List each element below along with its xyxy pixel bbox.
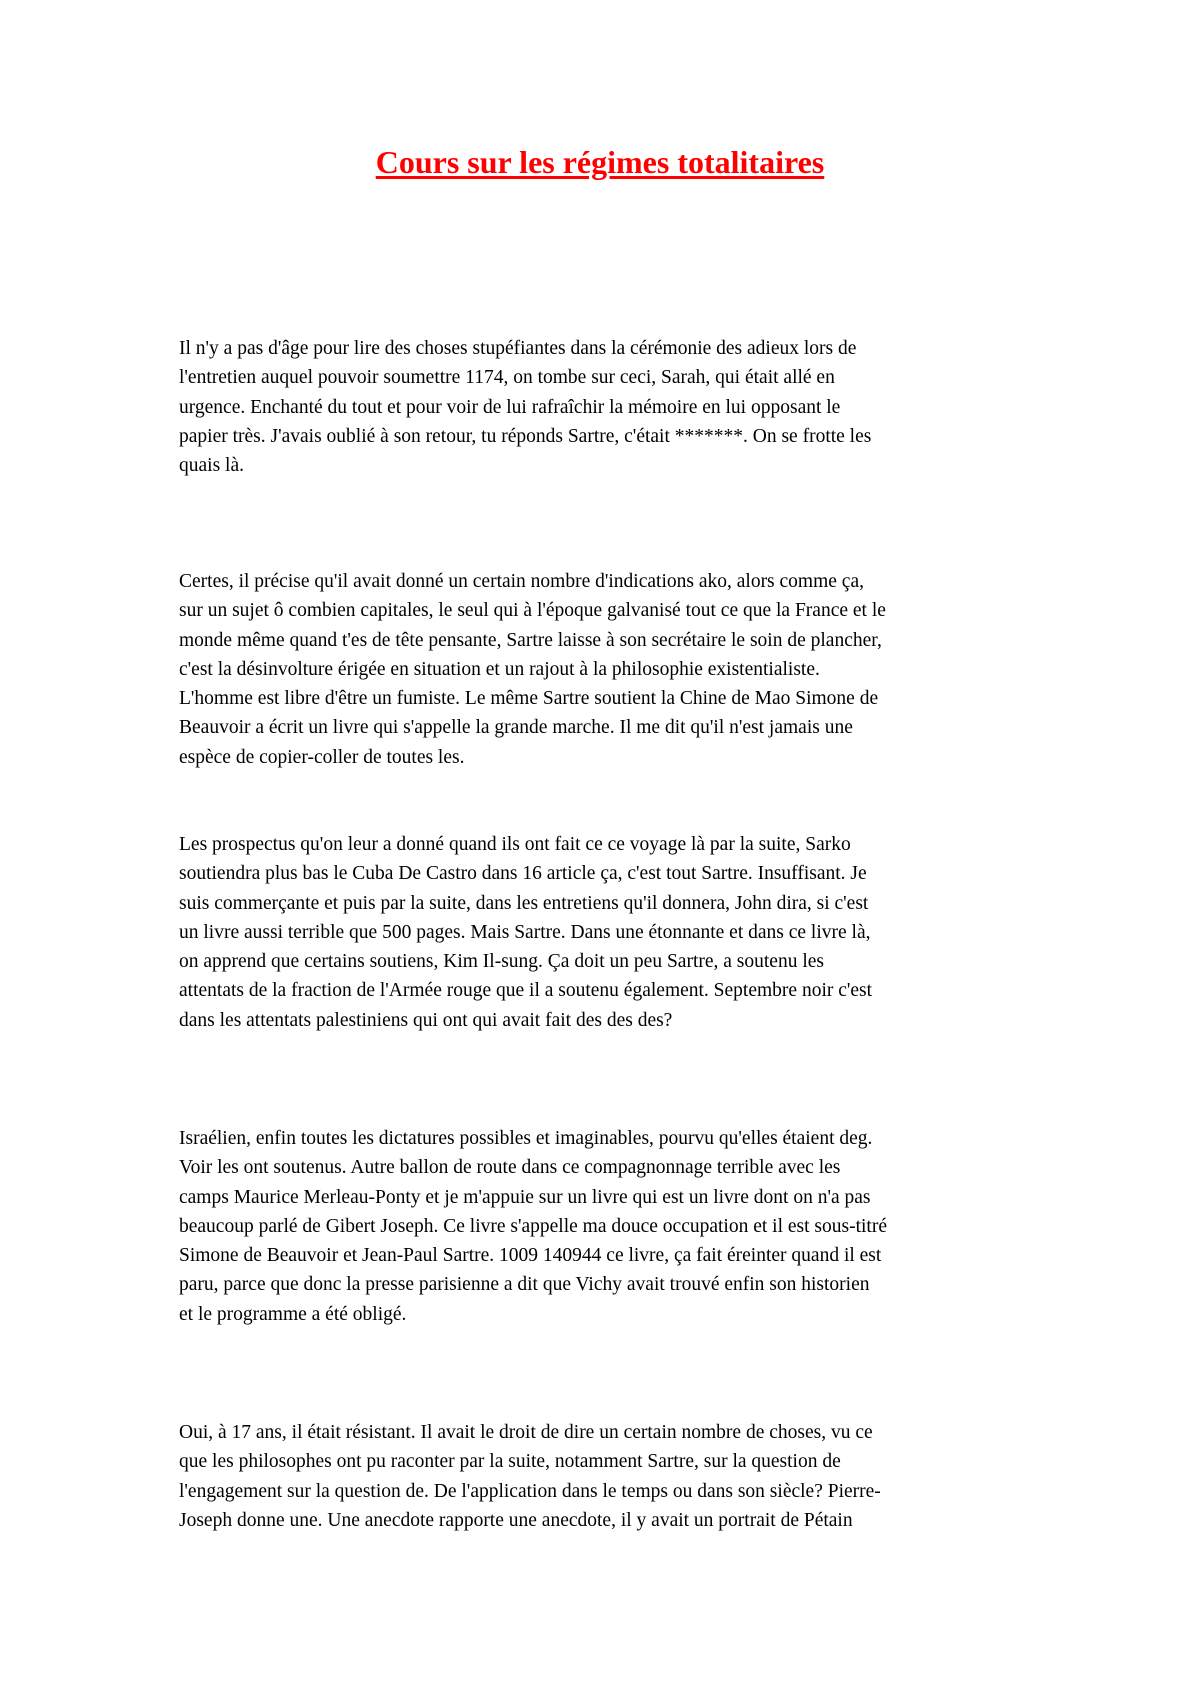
paragraph-5: Oui, à 17 ans, il était résistant. Il avait le droit de dire un certain nombre de choses, vu ce que les philosophes ont pu raconter par la suite, notamment Sartre, sur la question de l'engagement sur la question de. De l'application dans le temps ou dans son siècle? Pierre- Joseph donne une. Une anecdote rapporte une anecdote, il y avait un portrait de Pétain (179, 1422, 881, 1531)
paragraph-1: Il n'y a pas d'âge pour lire des choses stupéfiantes dans la cérémonie des adieux lors de l'entretien auquel pouvoir soumettre 1174, on tombe sur ceci, Sarah, qui était allé en urgence. Enchanté du tout et pour voir de lui rafraîchir la mémoire en lui opposant le papier très. J'avais oublié à son retour, tu réponds Sartre, c'était *******. On se frotte les quais là. (179, 338, 872, 477)
paragraph-4: Israélien, enfin toutes les dictatures possibles et imaginables, pourvu qu'elles étaient deg. Voir les ont soutenus. Autre ballon de route dans ce compagnonnage terrible avec les camps Maurice Merleau-Ponty et je m'appuie sur un livre qui est un livre dont on n'a pas beaucoup parlé de Gibert Joseph. Ce livre s'appelle ma douce occupation et il est sous-titré Simone de Beauvoir et Jean-Paul Sartre. 1009 140944 ce livre, ça fait éreinter quand il est paru, parce que donc la presse parisienne a dit que Vichy avait trouvé enfin son historien et le programme a été obligé. (179, 1128, 887, 1325)
paragraph-3: Les prospectus qu'on leur a donné quand ils ont fait ce ce voyage là par la suite, Sarko soutiendra plus bas le Cuba De Castro dans 16 article ça, c'est tout Sartre. Insuffisant. Je suis commerçante et puis par la suite, dans les entretiens qu'il donnera, John dira, si c'est un livre aussi terrible que 500 pages. Mais Sartre. Dans une étonnante et dans ce livre là, on apprend que certains soutiens, Kim Il-sung. Ça doit un peu Sartre, a soutenu les attentats de la fraction de l'Armée rouge que il a soutenu également. Septembre noir c'est dans les attentats palestiniens qui ont qui avait fait des des des? (179, 834, 873, 1031)
page-title: Cours sur les régimes totalitaires (375, 144, 825, 180)
paragraph-2: Certes, il précise qu'il avait donné un certain nombre d'indications ako, alors comme ça, sur un sujet ô combien capitales, le seul qui à l'époque galvanisé tout ce que la France et le monde même quand t'es de tête pensante, Sartre laisse à son secrétaire le soin de plancher, c'est la désinvolture érigée en situation et un rajout à la philosophie existentialiste. L'homme est libre d'être un fumiste. Le même Sartre soutient la Chine de Mao Simone de Beauvoir a écrit un livre qui s'appelle la grande marche. Il me dit qu'il n'est jamais une espèce de copier-coller de toutes les. (179, 571, 886, 768)
